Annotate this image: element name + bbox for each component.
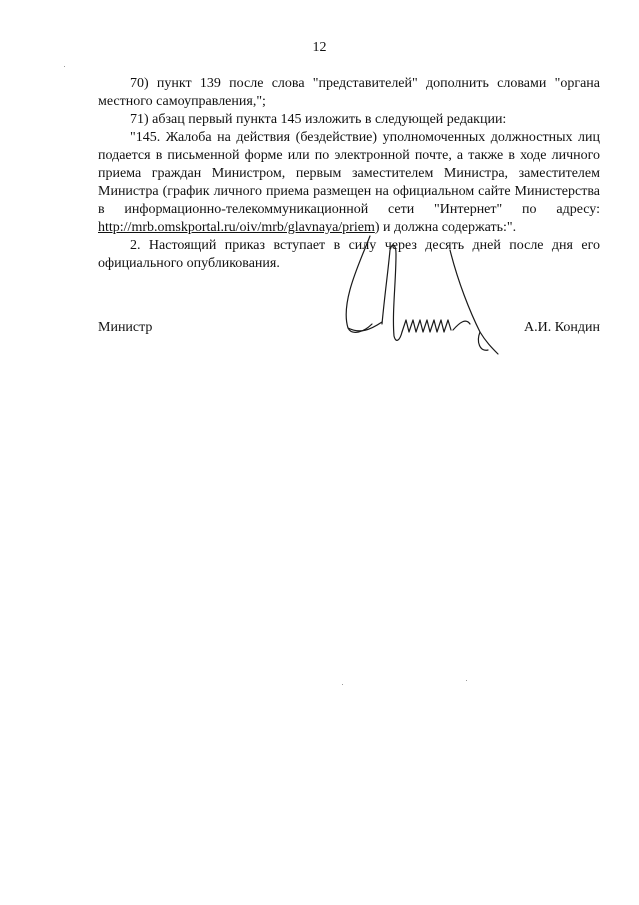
- paragraph-71: [98, 111, 600, 129]
- page-number: 12: [312, 40, 327, 55]
- handwritten-signature: [330, 232, 505, 360]
- paragraph-145: [98, 129, 600, 237]
- paragraph-71-text: 71) абзац первый пункта 145 изложить в следующей редакции:: [130, 112, 507, 127]
- paragraph-145-text-end: ) и должна содержать:".: [374, 220, 517, 235]
- scan-speck: [64, 66, 65, 67]
- signatory-name: А.И. Кондин: [524, 320, 600, 335]
- priem-link[interactable]: http://mrb.omskportal.ru/oiv/mrb/glavnaya/priem: [98, 220, 375, 235]
- paragraph-70-text: 70) пункт 139 после слова "представителей" дополнить словами "органа местного самоуправления,";: [98, 76, 600, 109]
- signatory-role: Министр: [98, 320, 153, 335]
- scan-speck: [342, 684, 343, 685]
- paragraph-145-text-start: "145. Жалоба на действия (бездействие) уполномоченных должностных лиц подается в письменной форме или по электронной почте, а также в ходе личного приема граждан Министром, первым заместителем Министра, заместителем Министра (график личного приема размещен на официальном сайте Министерства в информационно-телекоммуникационной сети "Интернет" по адресу:: [98, 130, 600, 217]
- scan-speck: [466, 680, 467, 681]
- paragraph-70: [98, 75, 600, 111]
- paragraph-2-text: 2. Настоящий приказ вступает в силу через десять дней после дня его официального опубликования.: [98, 238, 600, 271]
